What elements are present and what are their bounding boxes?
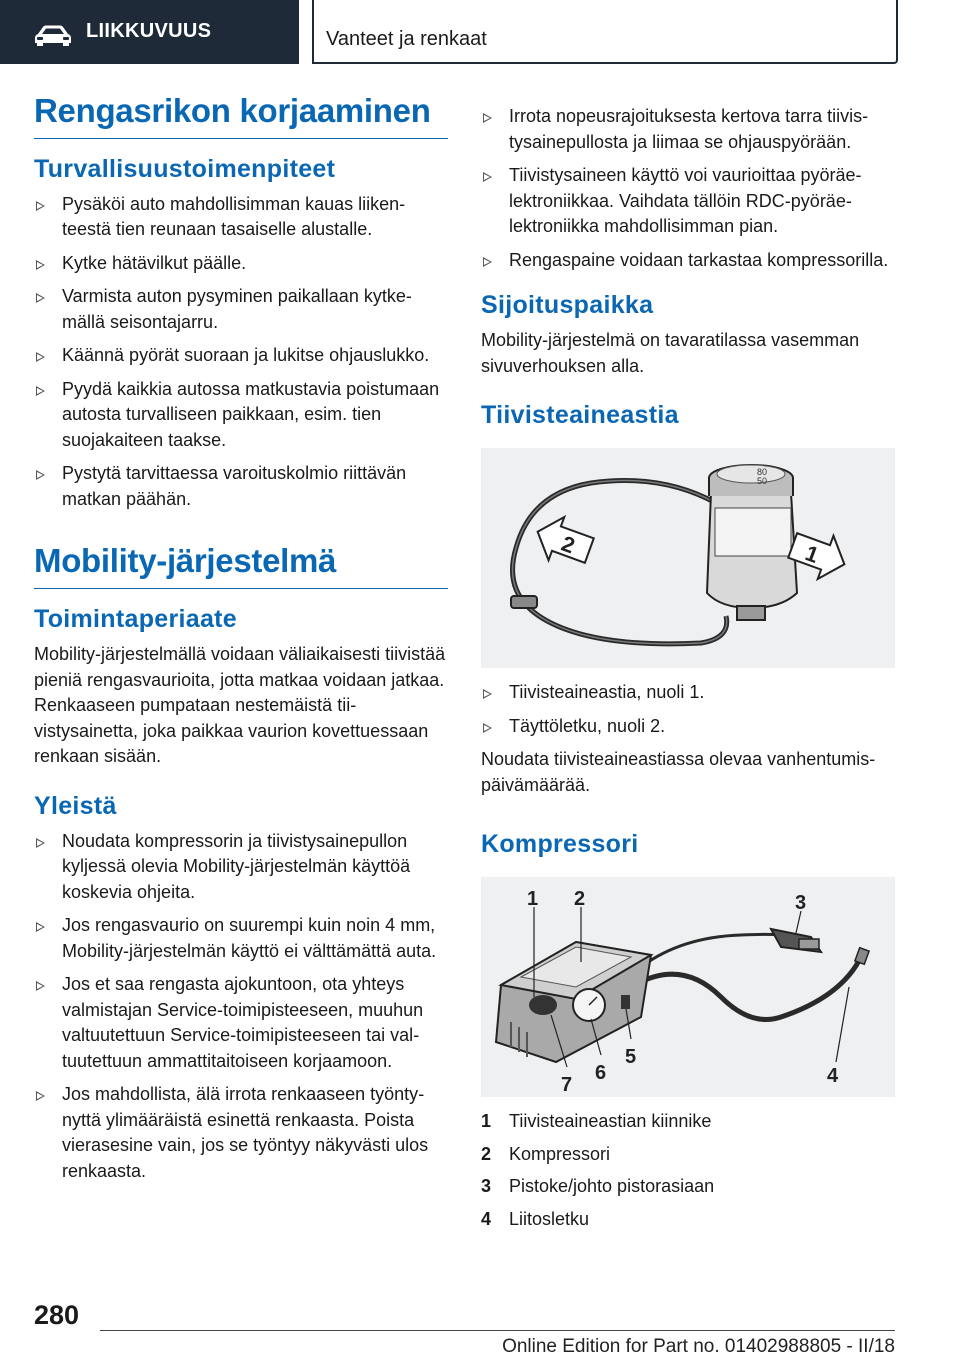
list-item: Noudata kompressorin ja tiivistysainepullon kyljessä olevia Mobility-järjestelmän käyttöä koskevia ohjeita. <box>34 829 448 906</box>
list-item: Rengaspaine voidaan tarkastaa kompressorilla. <box>481 248 895 274</box>
bullet-triangle-icon <box>36 470 45 480</box>
callout-7: 7 <box>561 1074 573 1096</box>
section-title: LIIKKUVUUS <box>86 20 212 42</box>
heading-principle: Toimintaperiaate <box>34 605 237 634</box>
bullet-triangle-icon <box>36 386 45 396</box>
list-item: Jos et saa rengasta ajokuntoon, ota yhteys valmistajan Service-toimipisteeseen, muuhun valtuutettuun Service-toimipisteeseen tai valtuutettuun ammattitaitoiseen korjaamoon. <box>34 972 448 1074</box>
heading-location: Sijoituspaikka <box>481 291 654 319</box>
list-item: Kytke hätävilkut päälle. <box>34 251 448 277</box>
bullet-triangle-icon <box>483 172 492 182</box>
heading-compressor: Kompressori <box>481 830 639 858</box>
callout-2: 2 <box>574 888 586 910</box>
list-item: Käännä pyörät suoraan ja lukitse ohjauslukko. <box>34 343 448 369</box>
list-item: 1 Tiivisteaineastian kiinnike <box>481 1111 712 1131</box>
list-item: Varmista auton pysyminen paikallaan kytkemällä seisontajarru. <box>34 284 448 335</box>
cap-label-top: 80 <box>757 467 768 477</box>
header-section-tab <box>0 0 299 64</box>
bullet-triangle-icon <box>36 201 45 211</box>
bullet-triangle-icon <box>36 838 45 848</box>
footer-divider <box>100 1330 895 1331</box>
left-column <box>34 92 448 1192</box>
right-column <box>481 104 895 1239</box>
callout-5: 5 <box>625 1046 637 1068</box>
list-item: Täyttöletku, nuoli 2. <box>481 714 895 740</box>
list-item: 2 Kompressori <box>481 1143 611 1164</box>
sticker-list <box>481 104 895 273</box>
location-paragraph: Mobility-järjestelmä on tavaratilassa vasemman sivuverhouksen alla. <box>481 330 860 376</box>
list-item: Tiivisteaineastia, nuoli 1. <box>481 680 895 706</box>
bullet-triangle-icon <box>36 293 45 303</box>
principle-paragraph: Mobility-järjestelmällä voidaan väliaikaisesti tiivistää pieniä rengasvaurioita, jotta matkaa voidaan jatkaa. Renkaaseen pumpataan nestemäistä tiivistysainetta, joka paikkaa vaurion kovettuessaan renkaan sisään. <box>34 644 446 767</box>
callout-1: 1 <box>527 888 539 910</box>
list-item: Pysäköi auto mahdollisimman kauas liikenteestä tien reunaan tasaiselle alustalle. <box>34 192 448 243</box>
heading-mobility-system: Mobility-järjestelmä <box>34 542 448 589</box>
callout-3: 3 <box>795 892 807 914</box>
heading-tire-repair: Rengasrikon korjaaminen <box>34 92 448 139</box>
page-number: 280 <box>34 1300 80 1330</box>
callout-6: 6 <box>595 1062 607 1084</box>
bullet-triangle-icon <box>483 723 492 733</box>
list-item: Pyydä kaikkia autossa matkustavia poistumaan autosta turvalliseen paikkaan, esim. tien suojakaiteen taakse. <box>34 377 448 454</box>
list-item: Irrota nopeusrajoituksesta kertova tarra tiivistysainepullosta ja liimaa se ohjauspyörään. <box>481 104 895 155</box>
list-item: 3 Pistoke/johto pistorasiaan <box>481 1176 715 1196</box>
bullet-triangle-icon <box>36 1091 45 1101</box>
container-list <box>481 680 895 739</box>
list-item: Tiivistysaineen käyttö voi vaurioittaa pyöräelektroniikkaa. Vaihdata tällöin RDC-pyöräelektroniikka mahdollisimman pian. <box>481 163 895 240</box>
chapter-title: Vanteet ja renkaat <box>326 28 487 50</box>
cap-label-bottom: 50 <box>757 476 768 486</box>
arrow-1-label: 1 <box>801 540 823 568</box>
callout-4: 4 <box>827 1065 839 1087</box>
list-item: 4 Liitosletku <box>481 1208 590 1229</box>
bullet-triangle-icon <box>36 352 45 362</box>
edition-footer: Online Edition for Part no. 01402988805 - II/18 <box>502 1336 895 1357</box>
car-icon <box>34 24 72 46</box>
bullet-triangle-icon <box>483 113 492 123</box>
sealant-bottle-illustration <box>481 448 895 668</box>
compressor-illustration <box>481 877 895 1097</box>
bullet-triangle-icon <box>36 922 45 932</box>
heading-sealant-container: Tiivisteaineastia <box>481 401 679 429</box>
list-item: Jos mahdollista, älä irrota renkaaseen työntynyttä ylimääräistä esinettä renkaasta. Poista vierasesine vain, jos se työntyy näkyvästi ulos renkaasta. <box>34 1082 448 1184</box>
expiry-note: Noudata tiivisteaineastiassa olevaa vanhentumispäivämäärää. <box>481 749 876 795</box>
safety-list <box>34 192 448 513</box>
list-item: Pystytä tarvittaessa varoituskolmio riittävän matkan päähän. <box>34 461 448 512</box>
arrow-2-label: 2 <box>558 530 579 559</box>
chapter-header <box>312 0 898 64</box>
list-item: Jos rengasvaurio on suurempi kuin noin 4 mm, Mobility-järjestelmän käyttö ei välttämättä auta. <box>34 913 448 964</box>
general-list <box>34 829 448 1185</box>
bullet-triangle-icon <box>483 257 492 267</box>
compressor-parts-list <box>481 1109 895 1232</box>
bullet-triangle-icon <box>36 981 45 991</box>
heading-safety: Turvallisuustoimenpiteet <box>34 154 336 183</box>
heading-general: Yleistä <box>34 791 117 820</box>
bullet-triangle-icon <box>36 260 45 270</box>
bullet-triangle-icon <box>483 689 492 699</box>
